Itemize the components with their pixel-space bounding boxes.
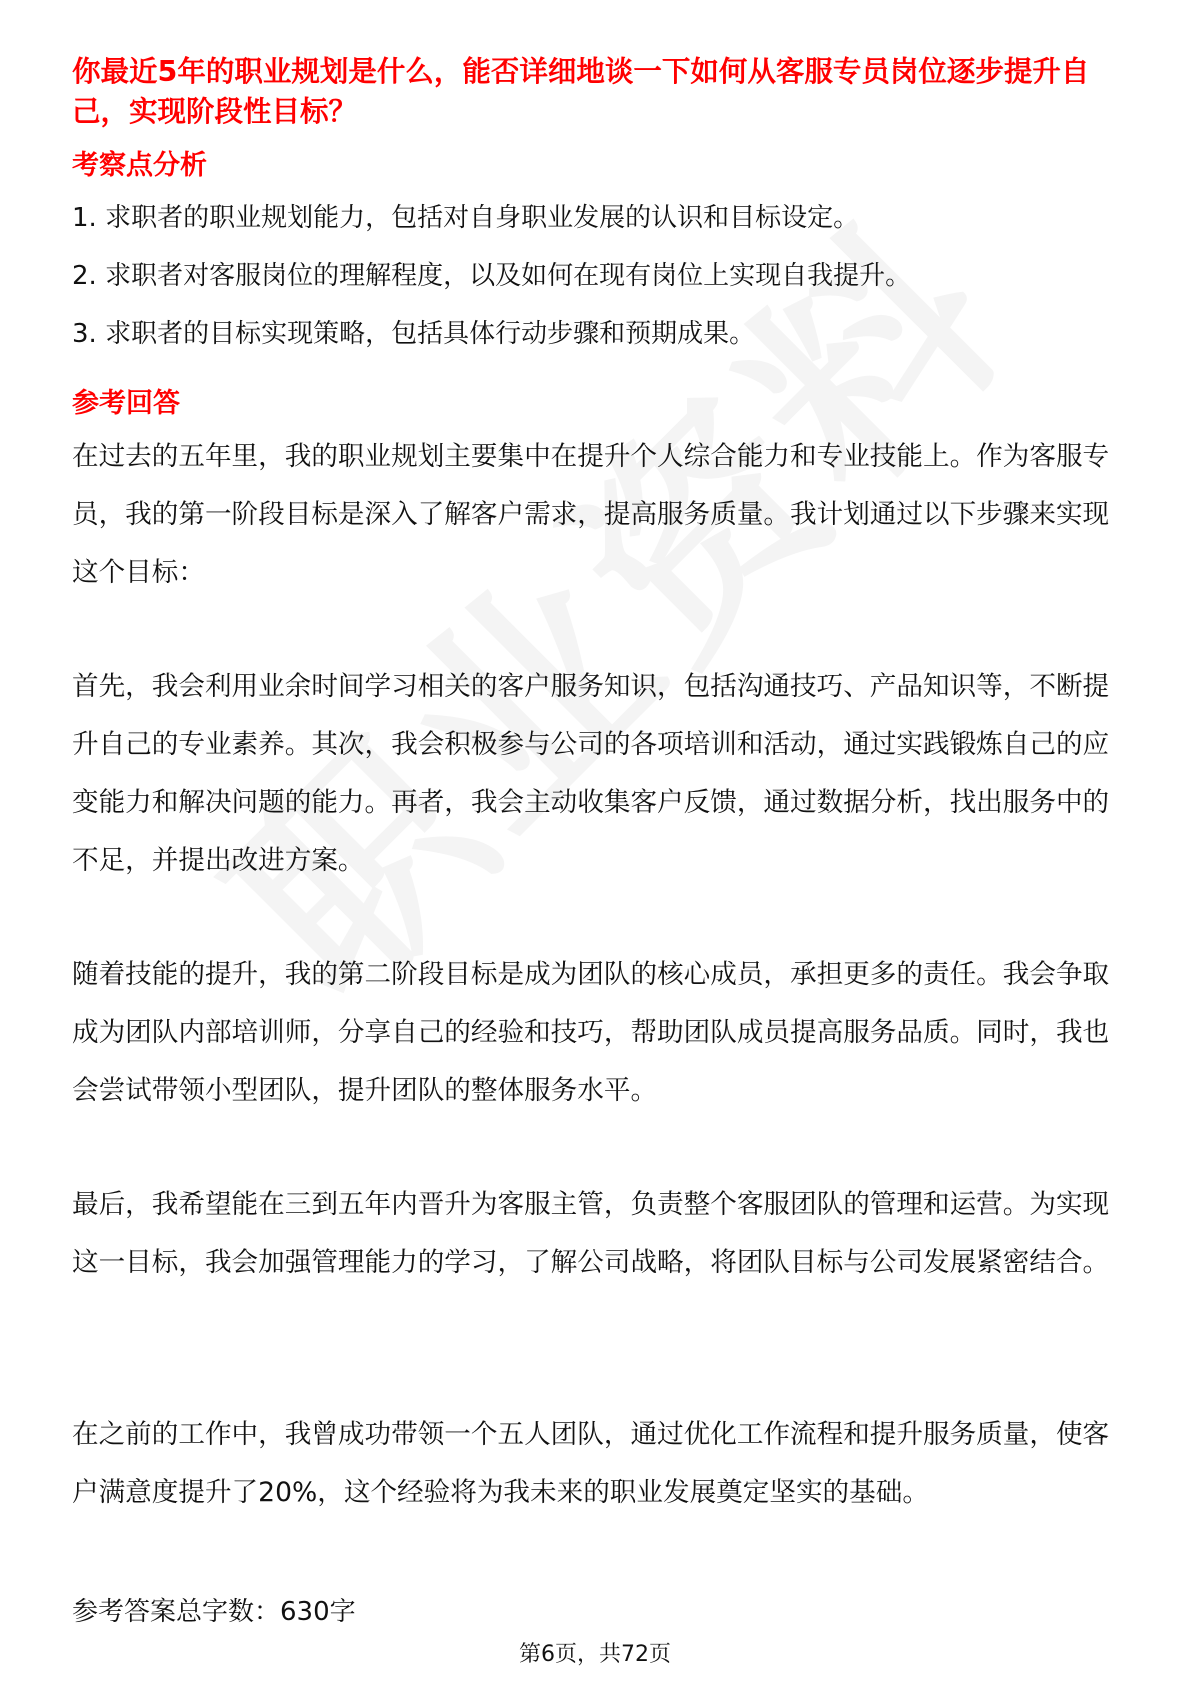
analysis-point: 2. 求职者对客服岗位的理解程度，以及如何在现有岗位上实现自我提升。 <box>72 261 912 291</box>
analysis-point: 1. 求职者的职业规划能力，包括对自身职业发展的认识和目标设定。 <box>72 203 860 233</box>
answer-paragraph: 首先，我会利用业余时间学习相关的客户服务知识，包括沟通技巧、产品知识等，不断提升自己的专业素养。其次，我会积极参与公司的各项培训和活动，通过实践锻炼自己的应变能力和解决问题的能力。再者，我会主动收集客户反馈，通过数据分析，找出服务中的不足，并提出改进方案。 <box>72 671 1110 876</box>
answer-paragraph: 在之前的工作中，我曾成功带领一个五人团队，通过优化工作流程和提升服务质量，使客户满意度提升了20%，这个经验将为我未来的职业发展奠定坚实的基础。 <box>72 1419 1110 1508</box>
answer-heading: 参考回答 <box>72 388 180 419</box>
answer-paragraph: 在过去的五年里，我的职业规划主要集中在提升个人综合能力和专业技能上。作为客服专员，我的第一阶段目标是深入了解客户需求，提高服务质量。我计划通过以下步骤来实现这个目标： <box>72 441 1110 588</box>
analysis-heading: 考察点分析 <box>72 150 207 181</box>
answer-paragraph: 最后，我希望能在三到五年内晋升为客服主管，负责整个客服团队的管理和运营。为实现这一目标，我会加强管理能力的学习，了解公司战略，将团队目标与公司发展紧密结合。 <box>72 1189 1110 1278</box>
word-count: 参考答案总字数：630字 <box>72 1597 356 1627</box>
answer-paragraph: 随着技能的提升，我的第二阶段目标是成为团队的核心成员，承担更多的责任。我会争取成为团队内部培训师，分享自己的经验和技巧，帮助团队成员提高服务品质。同时，我也会尝试带领小型团队，提升团队的整体服务水平。 <box>72 959 1110 1106</box>
analysis-point: 3. 求职者的目标实现策略，包括具体行动步骤和预期成果。 <box>72 319 756 349</box>
interview-question: 你最近5年的职业规划是什么，能否详细地谈一下如何从客服专员岗位逐步提升自己，实现阶段性目标？ <box>72 55 1090 128</box>
page-number: 第6页，共72页 <box>519 1642 671 1667</box>
